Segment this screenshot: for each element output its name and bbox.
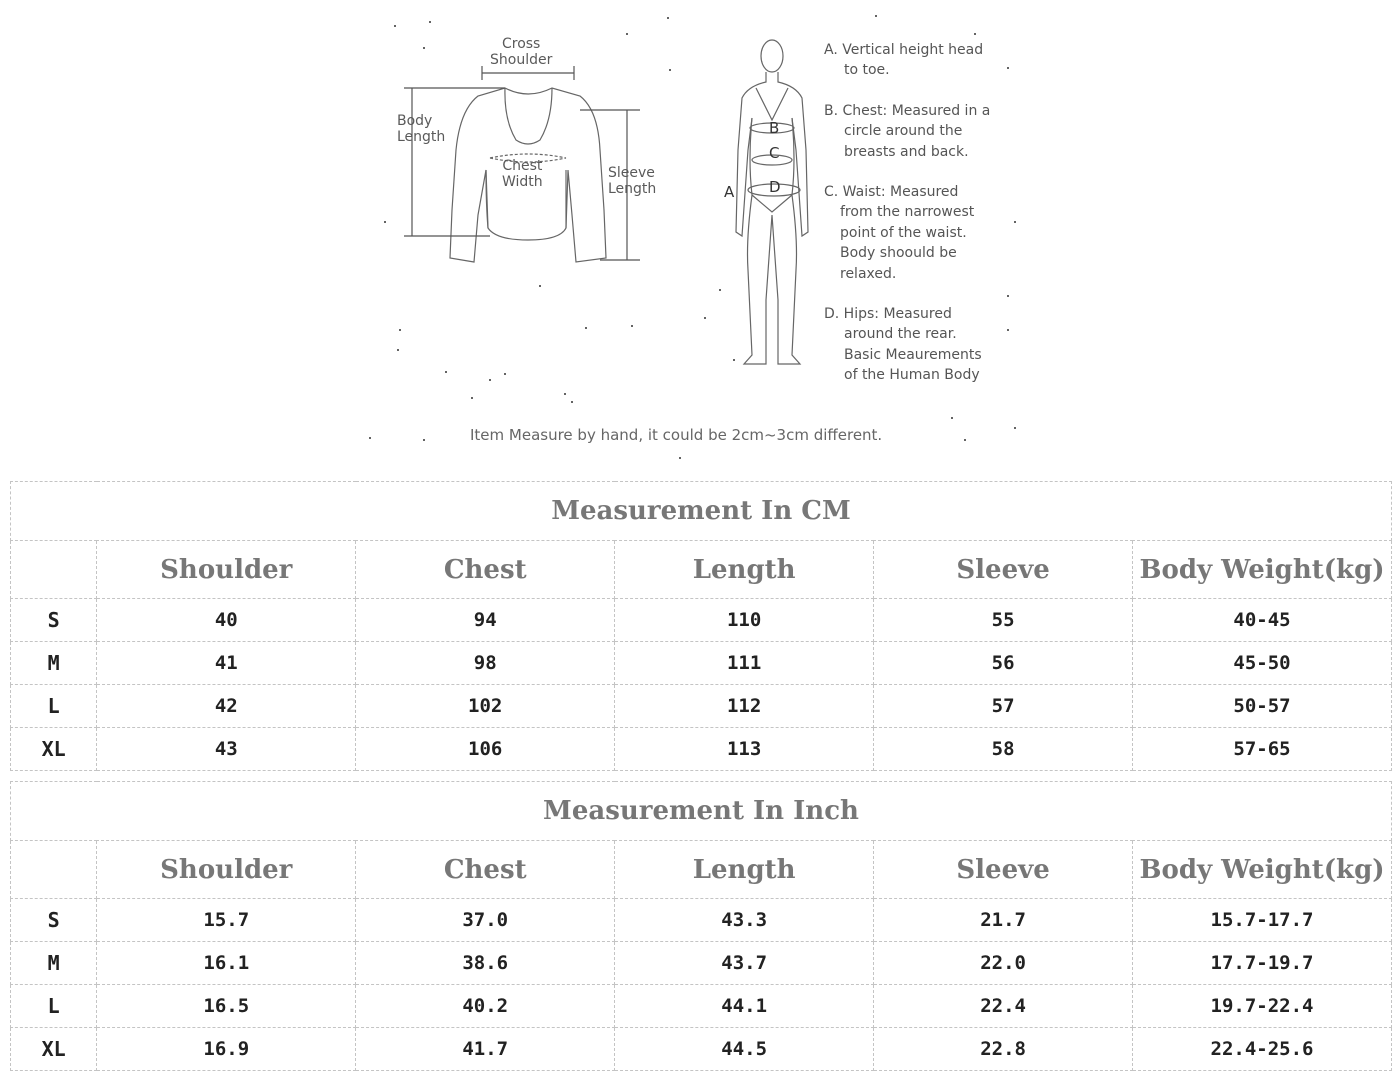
value-cell: 43 xyxy=(97,728,356,771)
header-cell: Body Weight(kg) xyxy=(1133,841,1392,899)
letter-a-label: A xyxy=(724,183,735,201)
table-row xyxy=(11,642,1392,685)
value-cell: 16.1 xyxy=(97,942,356,985)
header-cell: Sleeve xyxy=(874,541,1133,599)
header-cell: Sleeve xyxy=(874,841,1133,899)
note-a: A. Vertical height head to toe. xyxy=(824,42,984,79)
value-cell: 45-50 xyxy=(1133,642,1392,685)
value-cell: 17.7-19.7 xyxy=(1133,942,1392,985)
garment-and-body-illustration xyxy=(0,0,1400,470)
header-cell: Chest xyxy=(356,841,615,899)
measure-disclaimer: Item Measure by hand, it could be 2cm~3cm different. xyxy=(470,426,883,444)
note-d: D. Hips: Measured around the rear. Basic Meaurements of the Human Body xyxy=(824,306,982,384)
value-cell: 58 xyxy=(874,728,1133,771)
value-cell: 15.7-17.7 xyxy=(1133,899,1392,942)
value-cell: 16.5 xyxy=(97,985,356,1028)
table-header-row xyxy=(11,841,1392,899)
value-cell: 55 xyxy=(874,599,1133,642)
value-cell: 112 xyxy=(615,685,874,728)
size-cell: S xyxy=(11,599,97,642)
size-cell: XL xyxy=(11,1028,97,1071)
value-cell: 22.0 xyxy=(874,942,1133,985)
header-cell: Chest xyxy=(356,541,615,599)
table-header-row xyxy=(11,541,1392,599)
body-measurement-notes xyxy=(824,40,1014,406)
value-cell: 56 xyxy=(874,642,1133,685)
table-row xyxy=(11,942,1392,985)
table-title: Measurement In CM xyxy=(11,482,1392,541)
letter-c-label: C xyxy=(769,144,780,162)
size-cell: S xyxy=(11,899,97,942)
table-row xyxy=(11,599,1392,642)
value-cell: 40 xyxy=(97,599,356,642)
value-cell: 44.5 xyxy=(615,1028,874,1071)
note-b: B. Chest: Measured in a circle around the breasts and back. xyxy=(824,102,991,160)
size-cell: M xyxy=(11,642,97,685)
value-cell: 102 xyxy=(356,685,615,728)
header-cell xyxy=(11,841,97,899)
header-cell: Shoulder xyxy=(97,541,356,599)
chest-width-label: Chest Width xyxy=(502,158,543,190)
value-cell: 43.7 xyxy=(615,942,874,985)
cross-shoulder-label: Cross Shoulder xyxy=(490,36,553,68)
header-cell: Body Weight(kg) xyxy=(1133,541,1392,599)
measurement-guide-figure xyxy=(0,0,1400,470)
body-length-label: Body Length xyxy=(397,113,446,145)
value-cell: 38.6 xyxy=(356,942,615,985)
value-cell: 40-45 xyxy=(1133,599,1392,642)
value-cell: 111 xyxy=(615,642,874,685)
table-row xyxy=(11,899,1392,942)
value-cell: 44.1 xyxy=(615,985,874,1028)
value-cell: 50-57 xyxy=(1133,685,1392,728)
value-cell: 43.3 xyxy=(615,899,874,942)
value-cell: 21.7 xyxy=(874,899,1133,942)
value-cell: 19.7-22.4 xyxy=(1133,985,1392,1028)
value-cell: 22.4 xyxy=(874,985,1133,1028)
letter-d-label: D xyxy=(769,178,781,196)
table-row xyxy=(11,1028,1392,1071)
value-cell: 57 xyxy=(874,685,1133,728)
value-cell: 16.9 xyxy=(97,1028,356,1071)
table-row xyxy=(11,985,1392,1028)
value-cell: 41 xyxy=(97,642,356,685)
table-title: Measurement In Inch xyxy=(11,782,1392,841)
value-cell: 98 xyxy=(356,642,615,685)
value-cell: 94 xyxy=(356,599,615,642)
value-cell: 37.0 xyxy=(356,899,615,942)
value-cell: 15.7 xyxy=(97,899,356,942)
size-table-cm xyxy=(10,481,1392,771)
header-cell xyxy=(11,541,97,599)
value-cell: 113 xyxy=(615,728,874,771)
size-cell: M xyxy=(11,942,97,985)
value-cell: 42 xyxy=(97,685,356,728)
table-row xyxy=(11,728,1392,771)
letter-b-label: B xyxy=(769,119,780,137)
human-body-outline xyxy=(736,40,808,364)
value-cell: 22.8 xyxy=(874,1028,1133,1071)
size-table-inch xyxy=(10,781,1392,1071)
value-cell: 22.4-25.6 xyxy=(1133,1028,1392,1071)
note-c: C. Waist: Measured from the narrowest point of the waist. Body shoould be relaxed. xyxy=(824,184,975,282)
value-cell: 106 xyxy=(356,728,615,771)
header-cell: Shoulder xyxy=(97,841,356,899)
header-cell: Length xyxy=(615,541,874,599)
value-cell: 57-65 xyxy=(1133,728,1392,771)
value-cell: 110 xyxy=(615,599,874,642)
size-cell: L xyxy=(11,985,97,1028)
value-cell: 41.7 xyxy=(356,1028,615,1071)
table-row xyxy=(11,685,1392,728)
value-cell: 40.2 xyxy=(356,985,615,1028)
size-cell: XL xyxy=(11,728,97,771)
header-cell: Length xyxy=(615,841,874,899)
size-cell: L xyxy=(11,685,97,728)
sleeve-length-label: Sleeve Length xyxy=(608,165,657,197)
